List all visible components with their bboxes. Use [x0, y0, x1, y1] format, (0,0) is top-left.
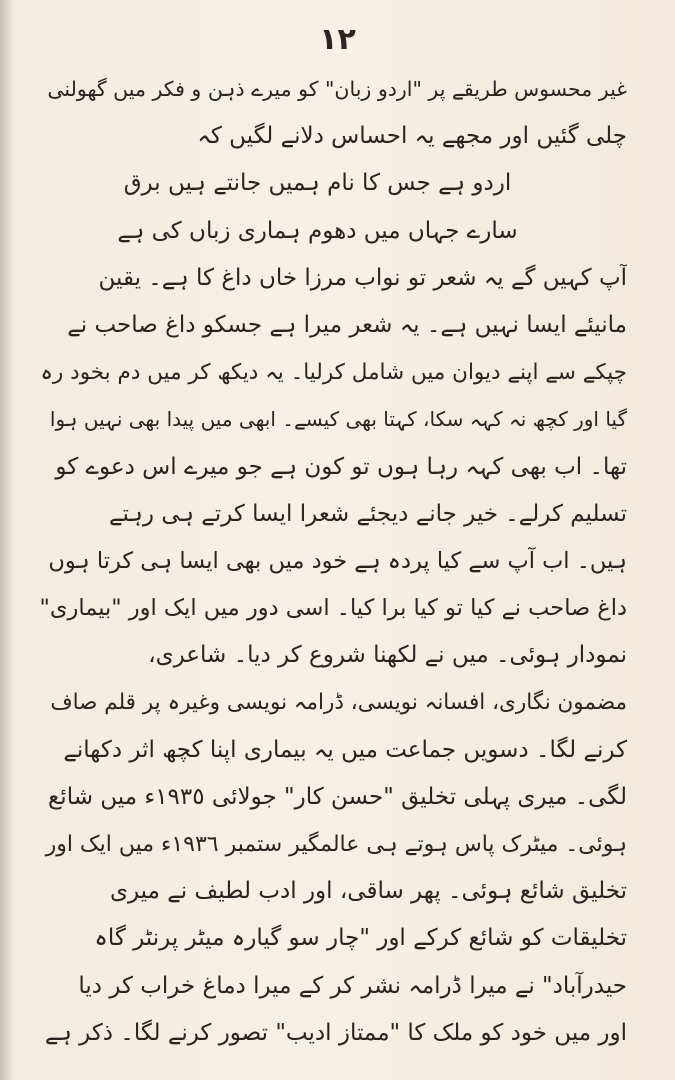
text-line: ہیں۔ اب آپ سے کیا پردہ ہے خود میں بھی ایسا ہی کرتا ہوں [48, 547, 627, 574]
text-line: نمودار ہوئی۔ میں نے لکھنا شروع کر دیا۔ شاعری، [148, 642, 627, 669]
text-line: تسلیم کرلے۔ خیر جانے دیجئے شعرا ایسا کرتے ہی رہتے [109, 500, 627, 527]
text-line: مضمون نگاری، افسانہ نویسی، ڈرامہ نویسی وغیرہ پر قلم صاف [50, 690, 627, 716]
text-line: گیا اور کچھ نہ کہہ سکا، کہتا بھی کیسے۔ ابھی میں پیدا بھی نہیں ہوا [49, 407, 627, 432]
text-line: مانیئے ایسا نہیں ہے۔ یہ شعر میرا ہے جسکو داغ صاحب نے [67, 311, 627, 338]
text-line: تخلیق شائع ہوئی۔ پھر ساقی، اور ادب لطیف نے میری [109, 878, 627, 905]
text-line: تخلیقات کو شائع کرکے اور "چار سو گیارہ میٹر پرنٹر گاہ [94, 925, 627, 952]
page-number: ١٢ [319, 22, 356, 57]
body-text [38, 66, 627, 1057]
text-line: حیدرآباد" نے میرا ڈرامہ نشر کر کے میرا دماغ خراب کر دیا [78, 972, 627, 999]
text-line: آپ کہیں گے یہ شعر تو نواب مرزا خاں داغ کا ہے۔ یقین [98, 264, 627, 291]
text-line: لگی۔ میری پہلی تخلیق "حسن کار" جولائی ١٩٣٥ء میں شائع [48, 783, 627, 810]
text-line: چپکے سے اپنے دیوان میں شامل کرلیا۔ یہ دیکھ کر میں دم بخود رہ [40, 360, 627, 386]
text-line: تھا۔ اب بھی کہہ رہا ہوں تو کون ہے جو میرے اس دعوے کو [55, 453, 627, 480]
page-binding-shadow [0, 0, 14, 1080]
text-line: کرنے لگا۔ دسویں جماعت میں یہ بیماری اپنا کچھ اثر دکھانے [63, 736, 627, 763]
text-line: اور میں خود کو ملک کا "ممتاز ادیب" تصور کرنے لگا۔ ذکر ہے [44, 1019, 627, 1046]
text-line: چلی گئیں اور مجھے یہ احساس دلانے لگیں کہ [197, 123, 627, 150]
text-line: ہوئی۔ میٹرک پاس ہوتے ہی عالمگیر ستمبر ١٩٣٦ء میں ایک اور [45, 832, 627, 857]
text-line: داغ صاحب نے کیا تو کیا برا کیا۔ اسی دور میں ایک اور "بیماری" [39, 595, 627, 622]
text-line: غیر محسوس طریقے پر "اردو زبان" کو میرے ذہن و فکر میں گھولنی [47, 77, 627, 101]
couplet-line: سارے جہاں میں دھوم ہماری زباں کی ہے [117, 217, 518, 244]
couplet-line: اردو ہے جس کا نام ہمیں جانتے ہیں برق [123, 170, 512, 197]
